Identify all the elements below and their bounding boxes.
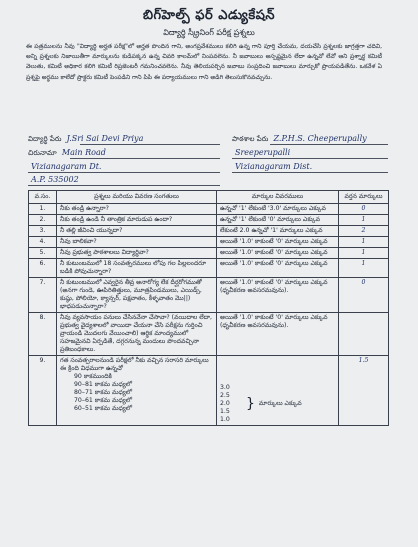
row-marks (217, 356, 339, 426)
grade-points-list (220, 384, 246, 424)
row-question: నీకు తండ్రి ఉన్నారా? (57, 204, 217, 215)
grade-item: 80–71 కాకమ మధ్యలో (74, 389, 133, 396)
row-marks: లేకుంటే 2.0 ఉన్నచో '1' మార్కులు ఎక్కువ (217, 226, 339, 237)
row-question: నీవు ప్రభుత్వ పాఠశాలలు విద్యార్థివా? (57, 248, 217, 259)
village-value: Sreeperupalli (235, 148, 291, 157)
table-row (29, 248, 389, 259)
grade-point: 2.5 (220, 392, 230, 399)
table-row (29, 356, 389, 426)
row-question: నీ కుటుంబములో ఎవ్వరైన తీవ్ర అనారోగ్య లేక దీర్ఘరోగముతో (అనగా గుండె, ఊపిరితిత్తులు, మూత్రపిండములు, ఎయిడ్స్, కుష్ఠు, పోలియో, క్యాన్సర్, పక్షవాతం, కీళ్ళవాతం మొ||) భాధపడుచున్నారా? (57, 278, 217, 313)
row-given-score[interactable]: 1.5 (339, 356, 389, 426)
header-given: వర్తన మార్కులు (339, 191, 389, 204)
grade-points-block (220, 384, 335, 424)
header-sno: వ.సం. (29, 191, 57, 204)
table-row (29, 204, 389, 215)
school-name-underline (270, 144, 388, 145)
row-marks: ఉన్నచో '1' లేకుంటే '3.0' మార్కులు ఎక్కువ (217, 204, 339, 215)
table-row (29, 259, 389, 278)
district-field[interactable] (28, 162, 101, 171)
row-given-score[interactable]: 2 (339, 226, 389, 237)
student-name-underline (80, 144, 220, 145)
page-subtitle: విద్యార్థి స్క్రీనింగ్ పరీక్ష ప్రశ్నలు (163, 28, 255, 37)
row-given-score[interactable]: 1 (339, 215, 389, 226)
student-name-value: J.Sri Sai Devi Priya (66, 134, 144, 143)
row-sno: 7. (29, 278, 57, 313)
grade-point: 1.0 (220, 416, 230, 423)
header-question: ప్రశ్నలు మరియు వివరణ సంగతులు (57, 191, 217, 204)
questions-table (28, 190, 389, 426)
row-question (57, 356, 217, 426)
row-sno: 8. (29, 313, 57, 356)
row-marks-text: మార్కులు ఎక్కువ (258, 400, 302, 407)
row-given-score[interactable]: 0 (339, 278, 389, 313)
address-underline (70, 158, 220, 159)
village-underline (232, 158, 388, 159)
pincode-value: A.P. 535002 (31, 175, 79, 184)
district-value: Vizianagaram Dt. (31, 162, 102, 171)
row-given-score[interactable]: 1 (339, 237, 389, 248)
row-sno: 2. (29, 215, 57, 226)
district2-underline (232, 172, 388, 173)
row-question: నీ తల్లి జీవించి యున్నదా? (57, 226, 217, 237)
pincode-field[interactable] (28, 175, 79, 184)
row-marks: అయితే '1.0' కాకుంటే '0' మార్కులు ఎక్కువ (217, 259, 339, 278)
grade-point: 2.0 (220, 400, 230, 407)
row-question-text: గత సంవత్సరాలనుండి పరీక్షలో నీకు వచ్చిన సరాసరి మార్కులు ఈ క్రింది విధముగా ఉన్నచో (60, 357, 209, 372)
school-name-label: పాఠశాల పేరు (232, 135, 269, 143)
grade-item: 70–61 కాకమ మధ్యలో (74, 397, 133, 404)
student-name-label: విద్యార్థి పేరు (28, 135, 62, 143)
curly-brace: } (246, 396, 255, 412)
row-marks: అయితే '1.0' కాకుంటే '0' మార్కులు ఎక్కువ (ధృవీకరణ అవసరమవును). (217, 313, 339, 356)
table-row (29, 215, 389, 226)
table-header-row (29, 191, 389, 204)
row-sno: 1. (29, 204, 57, 215)
instructions-paragraph: ఈ పత్రములను నీవు "విద్యార్థి అర్హత పరీక్ష"లో అర్హత పొందిన గాని, అంగప్రవేశములు కలిగి ఉన్న గాని పూర్తి చేయమ, దయచేసి ప్రశ్నలకు జాగ్రత్తగా చదివి, అన్ని ప్రశ్నలకు నిజాయితీగా మార్కులను కుడిపక్కన ఉన్న చివరి కాలమ్‌లో నింపవలెను. నీ జవాబులు అస్పష్టమైన లేదా ఉన్నవో లేవో ఆని ప్రశ్నార్థ కమిటీ వెలుతు, కమిటీ అధికార కలిగి కమిటీ రిప్రజెంటరీ గమనించవలెను. నీవు తెలియపర్చిన జవాబు సంప్రదించి జవాబులు మార్చుకో ప్రాయపడితేను. ఒకవేళ ఏ ప్రశ్నపై అర్థము కాలేదో ప్రాక్టరు కమిటీ పెంపడిని గాని పిపి ఈ పర్యాయములు గాని అడిగి తెలుసుకొనవచ్చును. (26, 43, 382, 81)
row-sno: 9. (29, 356, 57, 426)
table-row (29, 278, 389, 313)
row-question: నీవు వ్యవసాయం పనులు చేసినవేనా చేసావా? (వయిదాల లేదా, ప్రభుత్వ వైద్యశాలలో వాయిదా చేయనా చేసి పరీక్షను గుర్తించి వ్రాయండి మొదలగు వేయించాలి) ఆర్థిక మాంద్యములో సహజమైనవి ఏర్పడితే, దగ్గరనున్న మందులు పొందవచ్చినా ప్రతిబంధకాలు. (57, 313, 217, 356)
grade-item: 90–81 కాకమ మధ్యలో (74, 381, 133, 388)
row-question: నీవు బాలికవా? (57, 237, 217, 248)
address-label: చిరునామా (28, 149, 57, 157)
page-title: బిగ్‌హెల్ప్ ఫర్ ఎడ్యుకేషన్ (142, 8, 276, 23)
grade-point: 1.5 (220, 408, 230, 415)
row-question: నీ కుటుంబములో 18 సంవత్సరములు లోపు గల పిల్లలందరూ బడికి పోవుచున్నారా? (57, 259, 217, 278)
row-sno: 3. (29, 226, 57, 237)
row-given-score[interactable]: 0 (339, 204, 389, 215)
district2-value: Vizianagaram Dist. (235, 162, 313, 171)
row-sno: 4. (29, 237, 57, 248)
grade-item: 90 కాకముందికి (74, 373, 112, 380)
pincode-underline (28, 185, 220, 186)
grade-item: 60–51 కాకమ మధ్యలో (74, 405, 133, 412)
table-row (29, 226, 389, 237)
row-marks: ఉన్నచో '1' లేకుంటే '0' మార్కులు ఎక్కువ (217, 215, 339, 226)
district2-field[interactable] (232, 162, 312, 171)
table-row (29, 237, 389, 248)
row-marks: అయితే '1.0' కాకుంటే '0' మార్కులు ఎక్కువ (217, 248, 339, 259)
address-value: Main Road (61, 148, 106, 157)
table-row (29, 313, 389, 356)
row-marks: అయితే '1.0' కాకుంటే '0' మార్కులు ఎక్కువ (ధృవీకరణ అవసరమవును). (217, 278, 339, 313)
row-given-score[interactable] (339, 313, 389, 356)
row-sno: 5. (29, 248, 57, 259)
district-underline (28, 172, 220, 173)
row-given-score[interactable]: 1 (339, 248, 389, 259)
grade-list (60, 373, 213, 413)
header-marks: మార్కుల వివరములు (217, 191, 339, 204)
row-question: నీకు తండ్రి ఉండి నీ తాంత్రిక మారుడుప ఉందా? (57, 215, 217, 226)
grade-point: 3.0 (220, 384, 230, 391)
school-name-value: Z.P.H.S. Cheeperupally (273, 134, 367, 143)
row-sno: 6. (29, 259, 57, 278)
row-given-score[interactable]: 1 (339, 259, 389, 278)
village-field[interactable] (232, 148, 290, 157)
row-marks: అయితే '1.0' కాకుంటే '0' మార్కులు ఎక్కువ (217, 237, 339, 248)
